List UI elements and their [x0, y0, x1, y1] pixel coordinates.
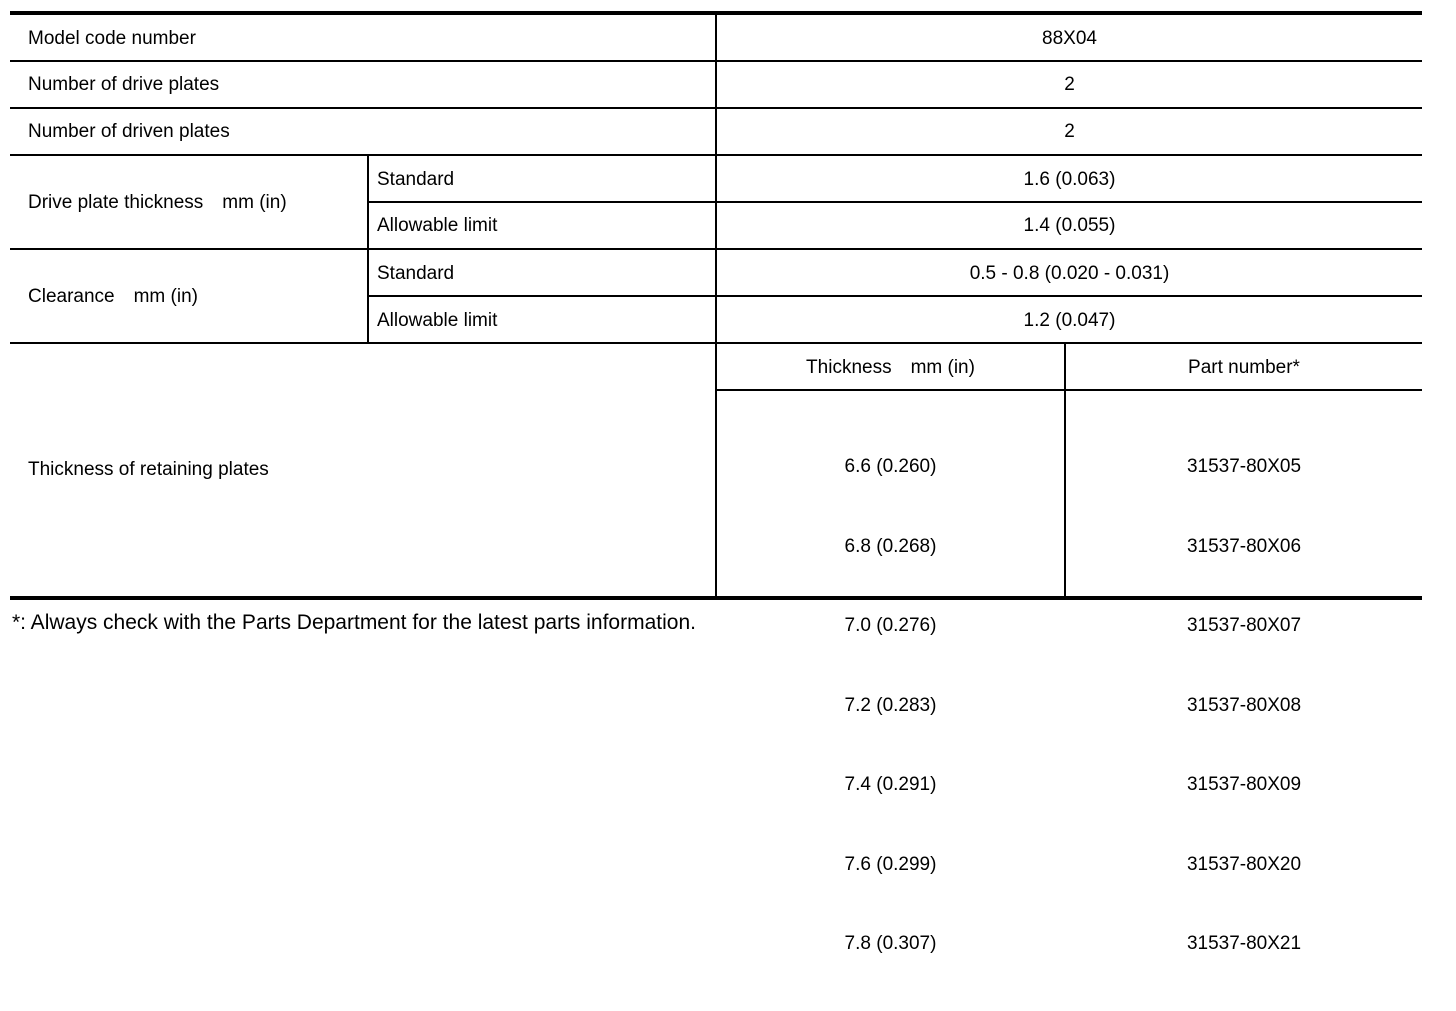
row-divider [368, 295, 1422, 297]
retaining-plates-label: Thickness of retaining plates [28, 459, 269, 480]
drive-plates-value: 2 [1064, 74, 1075, 95]
list-item: 6.8 (0.268) [844, 535, 937, 557]
list-item: 31537-80X20 [1186, 853, 1302, 875]
drive-plates-label: Number of drive plates [28, 74, 220, 95]
thickness-list [717, 401, 1064, 1011]
list-item: 31537-80X09 [1186, 774, 1302, 795]
part-number-list [1066, 401, 1422, 1011]
list-item: 7.6 (0.299) [844, 853, 937, 875]
model-code-label: Model code number [28, 28, 196, 49]
list-item: 31537-80X05 [1186, 456, 1302, 477]
clearance-limit-value: 1.2 (0.047) [1023, 310, 1116, 331]
list-item: 7.0 (0.276) [844, 615, 937, 636]
row-divider [368, 201, 1422, 203]
list-item: 7.4 (0.291) [844, 774, 937, 795]
list-item: 31537-80X21 [1186, 933, 1302, 954]
thickness-column-header: Thickness mm (in) [806, 357, 975, 378]
drive-plate-standard-label: Standard [377, 169, 455, 190]
clearance-standard-label: Standard [377, 263, 455, 284]
column-divider [367, 155, 369, 343]
clearance-label: Clearance mm (in) [28, 286, 198, 307]
clearance-standard-value: 0.5 - 0.8 (0.020 - 0.031) [969, 263, 1170, 284]
footnote: *: Always check with the Parts Department for the latest parts information. [12, 611, 696, 634]
list-item: 7.2 (0.283) [844, 694, 937, 716]
drive-plate-limit-value: 1.4 (0.055) [1023, 215, 1116, 236]
list-item: 31537-80X06 [1186, 535, 1302, 557]
drive-plate-standard-value: 1.6 (0.063) [1023, 169, 1116, 190]
row-divider [716, 389, 1422, 391]
driven-plates-label: Number of driven plates [28, 121, 230, 142]
part-number-column-header: Part number* [1188, 357, 1300, 378]
list-item: 6.6 (0.260) [844, 456, 937, 477]
drive-plate-limit-label: Allowable limit [377, 215, 498, 236]
clearance-limit-label: Allowable limit [377, 310, 498, 331]
driven-plates-value: 2 [1064, 121, 1075, 142]
list-item: 7.8 (0.307) [844, 933, 937, 954]
list-item: 31537-80X08 [1186, 694, 1302, 716]
list-item: 31537-80X07 [1186, 615, 1302, 636]
drive-plate-thickness-label: Drive plate thickness mm (in) [28, 192, 287, 213]
model-code-value: 88X04 [1042, 28, 1097, 49]
